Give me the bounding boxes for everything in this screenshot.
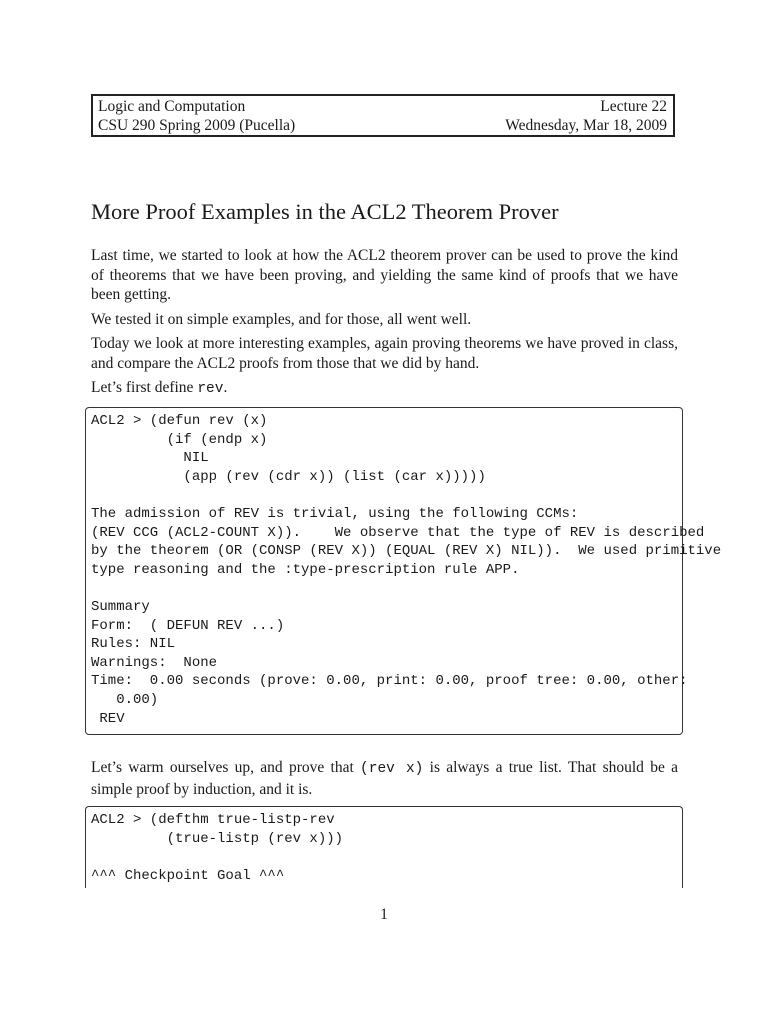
warm-up-text-end: is always a true list. That should be a simple proof by induction, and it is. [91,759,678,798]
lecture-number: Lecture 22 [600,98,667,115]
code-block-defun-rev [85,407,722,735]
define-rev-text: Let’s first define [91,379,198,396]
lecture-date: Wednesday, Mar 18, 2009 [505,117,667,134]
course-name: Logic and Computation [98,98,246,115]
code-defun-rev-text: ACL2 > (defun rev (x) (if (endp x) NIL (app (rev (cdr x)) (list (car x))))) The admission of REV is trivial, using the following CCMs: (REV CCG (ACL2-COUNT X)). We observe that the type of REV is described by the theorem (OR (CONSP (REV X)) (EQUAL (REV X) NIL)). We used primitive type reasoning and the :type-prescription rule APP. Summary Form: ( DEFUN REV ...) Rules: NIL Warnings: None Time: 0.00 seconds (prove: 0.00, print: 0.00, proof tree: 0.00, other: 0.00) REV [91,413,722,727]
code-block-defthm-true-listp [85,806,683,888]
page-number: 1 [380,906,388,923]
rev-code-inline: rev [197,381,224,397]
rev-x-code-inline: (rev x) [360,761,424,777]
paragraph-define-rev [91,378,678,400]
paragraph-simple-examples: We tested it on simple examples, and for those, all went well. [91,311,472,328]
document-title: More Proof Examples in the ACL2 Theorem Prover [91,199,559,224]
define-rev-period: . [223,379,228,396]
lecture-header-box [91,94,675,137]
header-row-2 [98,116,667,135]
code-defthm-text: ACL2 > (defthm true-listp-rev (true-listp (rev x))) ^^^ Checkpoint Goal ^^^ [91,812,344,884]
paragraph-intro: Last time, we started to look at how the ACL2 theorem prover can be used to prove the kind of theorems that we have been proving, and yielding the same kind of proofs that we have been getting. [91,247,678,303]
header-row-1 [98,97,667,116]
warm-up-text: Let’s warm ourselves up, and prove that [91,759,361,776]
course-term: CSU 290 Spring 2009 (Pucella) [98,117,296,134]
paragraph-today: Today we look at more interesting examples, again proving theorems we have proved in class, and compare the ACL2 proofs from those that we did by hand. [91,335,678,372]
paragraph-warm-up [91,758,678,799]
